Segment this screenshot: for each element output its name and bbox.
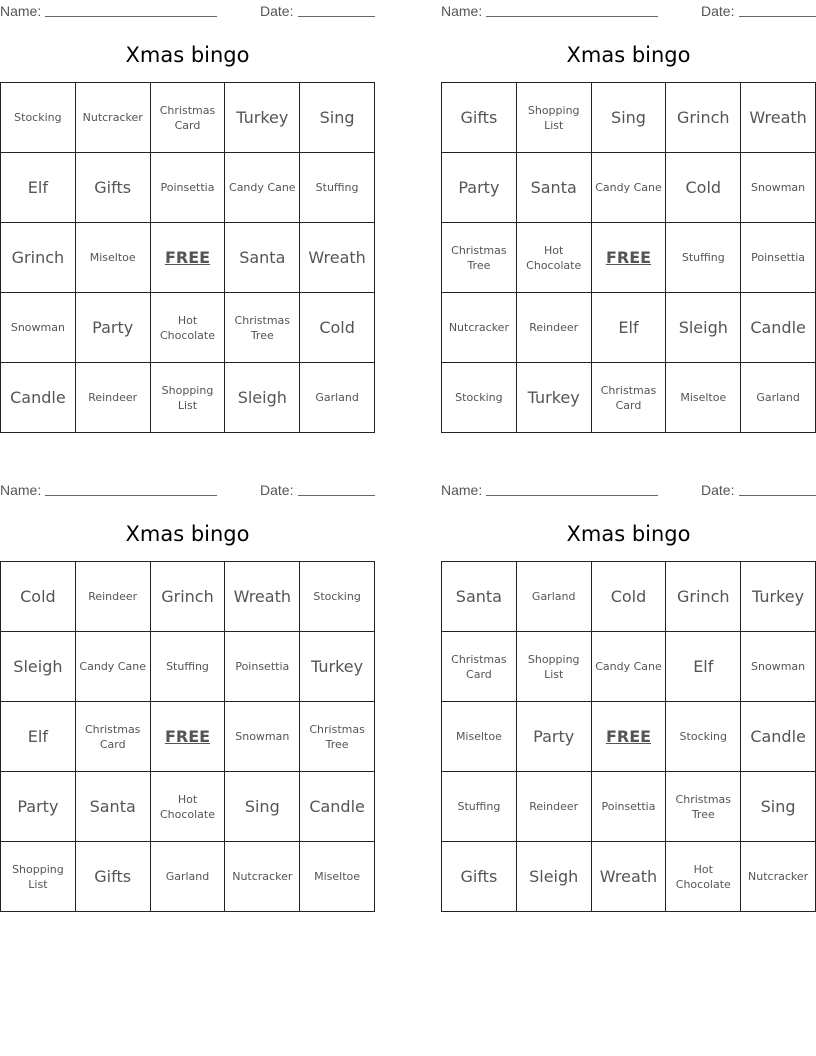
bingo-cell: Santa xyxy=(76,772,151,842)
bingo-cell: Stuffing xyxy=(151,632,226,702)
bingo-cell: Party xyxy=(76,293,151,363)
bingo-cell: Candy Cane xyxy=(592,153,667,223)
bingo-cell: Nutcracker xyxy=(225,842,300,912)
bingo-cell: Shopping List xyxy=(517,632,592,702)
bingo-cell: Turkey xyxy=(517,363,592,433)
card-title: Xmas bingo xyxy=(125,522,250,546)
date-label: Date: xyxy=(701,482,735,498)
bingo-cell: Gifts xyxy=(76,153,151,223)
bingo-cell: Poinsettia xyxy=(592,772,667,842)
name-blank-line xyxy=(45,16,217,17)
bingo-cell: Wreath xyxy=(592,842,667,912)
bingo-cell: Gifts xyxy=(76,842,151,912)
bingo-cell: Miseltoe xyxy=(666,363,741,433)
bingo-cell: Sing xyxy=(225,772,300,842)
date-blank-line xyxy=(739,495,816,496)
bingo-cell: Shopping List xyxy=(151,363,226,433)
bingo-cell: Stuffing xyxy=(666,223,741,293)
name-blank-line xyxy=(45,495,217,496)
bingo-cell: Party xyxy=(1,772,76,842)
bingo-cell: Santa xyxy=(225,223,300,293)
bingo-cell: Grinch xyxy=(1,223,76,293)
bingo-cell: Reindeer xyxy=(517,293,592,363)
bingo-cell: Snowman xyxy=(741,632,816,702)
bingo-cell: Candle xyxy=(1,363,76,433)
bingo-cell: Snowman xyxy=(1,293,76,363)
bingo-cell: Snowman xyxy=(741,153,816,223)
bingo-cell: Stocking xyxy=(666,702,741,772)
name-label: Name: xyxy=(0,482,42,498)
name-blank-line xyxy=(486,16,658,17)
bingo-cell: Cold xyxy=(592,562,667,632)
bingo-cell: Cold xyxy=(300,293,375,363)
bingo-cell: Candy Cane xyxy=(76,632,151,702)
card-title: Xmas bingo xyxy=(566,522,691,546)
bingo-cell: Christmas Tree xyxy=(225,293,300,363)
bingo-card xyxy=(0,479,375,919)
bingo-cell: Elf xyxy=(592,293,667,363)
bingo-cell: Stuffing xyxy=(442,772,517,842)
bingo-cell: Turkey xyxy=(225,83,300,153)
bingo-cell: Cold xyxy=(666,153,741,223)
card-header xyxy=(441,0,816,22)
date-blank-line xyxy=(298,16,375,17)
card-title: Xmas bingo xyxy=(125,43,250,67)
bingo-cell: Hot Chocolate xyxy=(151,772,226,842)
date-label: Date: xyxy=(260,3,294,19)
bingo-cell: Garland xyxy=(517,562,592,632)
bingo-grid xyxy=(0,82,375,433)
card-header xyxy=(0,479,375,501)
bingo-cell: Poinsettia xyxy=(741,223,816,293)
bingo-cell: Garland xyxy=(151,842,226,912)
bingo-cell: Sleigh xyxy=(666,293,741,363)
name-blank-line xyxy=(486,495,658,496)
bingo-cell: Garland xyxy=(741,363,816,433)
bingo-cell: Poinsettia xyxy=(151,153,226,223)
name-label: Name: xyxy=(441,3,483,19)
bingo-cell: Christmas Tree xyxy=(442,223,517,293)
bingo-grid xyxy=(0,561,375,912)
card-header xyxy=(0,0,375,22)
bingo-cell: Candy Cane xyxy=(225,153,300,223)
name-label: Name: xyxy=(441,482,483,498)
free-space-cell: FREE xyxy=(151,702,226,772)
bingo-cell: Turkey xyxy=(300,632,375,702)
bingo-cell: Sing xyxy=(300,83,375,153)
bingo-cell: Shopping List xyxy=(1,842,76,912)
bingo-cell: Christmas Tree xyxy=(300,702,375,772)
free-space-cell: FREE xyxy=(151,223,226,293)
bingo-cell: Cold xyxy=(1,562,76,632)
bingo-cell: Stocking xyxy=(442,363,517,433)
bingo-cell: Hot Chocolate xyxy=(517,223,592,293)
bingo-cell: Hot Chocolate xyxy=(666,842,741,912)
date-blank-line xyxy=(298,495,375,496)
bingo-cell: Elf xyxy=(1,702,76,772)
bingo-cell: Nutcracker xyxy=(76,83,151,153)
bingo-card xyxy=(441,479,816,919)
bingo-cell: Reindeer xyxy=(76,363,151,433)
bingo-cell: Grinch xyxy=(666,83,741,153)
bingo-cell: Gifts xyxy=(442,83,517,153)
bingo-cell: Snowman xyxy=(225,702,300,772)
date-label: Date: xyxy=(701,3,735,19)
date-label: Date: xyxy=(260,482,294,498)
bingo-cell: Sing xyxy=(741,772,816,842)
bingo-cell: Reindeer xyxy=(517,772,592,842)
date-blank-line xyxy=(739,16,816,17)
name-label: Name: xyxy=(0,3,42,19)
bingo-cell: Sing xyxy=(592,83,667,153)
bingo-cell: Garland xyxy=(300,363,375,433)
card-title: Xmas bingo xyxy=(566,43,691,67)
bingo-grid xyxy=(441,82,816,433)
bingo-cell: Stuffing xyxy=(300,153,375,223)
bingo-cell: Sleigh xyxy=(1,632,76,702)
bingo-cell: Candle xyxy=(741,702,816,772)
bingo-cell: Candle xyxy=(300,772,375,842)
bingo-cell: Stocking xyxy=(1,83,76,153)
bingo-card xyxy=(441,0,816,440)
bingo-cell: Turkey xyxy=(741,562,816,632)
bingo-cell: Elf xyxy=(666,632,741,702)
bingo-cell: Candle xyxy=(741,293,816,363)
bingo-cell: Stocking xyxy=(300,562,375,632)
bingo-cell: Party xyxy=(442,153,517,223)
bingo-cell: Gifts xyxy=(442,842,517,912)
bingo-cell: Grinch xyxy=(151,562,226,632)
bingo-cell: Santa xyxy=(442,562,517,632)
bingo-cell: Miseltoe xyxy=(442,702,517,772)
bingo-cell: Christmas Card xyxy=(76,702,151,772)
bingo-cell: Party xyxy=(517,702,592,772)
bingo-cell: Reindeer xyxy=(76,562,151,632)
free-space-cell: FREE xyxy=(592,702,667,772)
bingo-grid xyxy=(441,561,816,912)
bingo-cell: Wreath xyxy=(300,223,375,293)
bingo-cell: Christmas Tree xyxy=(666,772,741,842)
bingo-cell: Hot Chocolate xyxy=(151,293,226,363)
bingo-cell: Christmas Card xyxy=(592,363,667,433)
bingo-cell: Nutcracker xyxy=(741,842,816,912)
bingo-cell: Sleigh xyxy=(517,842,592,912)
bingo-cell: Grinch xyxy=(666,562,741,632)
bingo-cell: Miseltoe xyxy=(76,223,151,293)
bingo-cell: Wreath xyxy=(225,562,300,632)
card-header xyxy=(441,479,816,501)
bingo-cell: Miseltoe xyxy=(300,842,375,912)
bingo-cell: Poinsettia xyxy=(225,632,300,702)
bingo-cell: Christmas Card xyxy=(442,632,517,702)
bingo-cell: Santa xyxy=(517,153,592,223)
bingo-cell: Sleigh xyxy=(225,363,300,433)
bingo-card xyxy=(0,0,375,440)
bingo-cell: Nutcracker xyxy=(442,293,517,363)
bingo-cell: Christmas Card xyxy=(151,83,226,153)
free-space-cell: FREE xyxy=(592,223,667,293)
bingo-cell: Elf xyxy=(1,153,76,223)
bingo-cell: Shopping List xyxy=(517,83,592,153)
bingo-cell: Wreath xyxy=(741,83,816,153)
bingo-cell: Candy Cane xyxy=(592,632,667,702)
